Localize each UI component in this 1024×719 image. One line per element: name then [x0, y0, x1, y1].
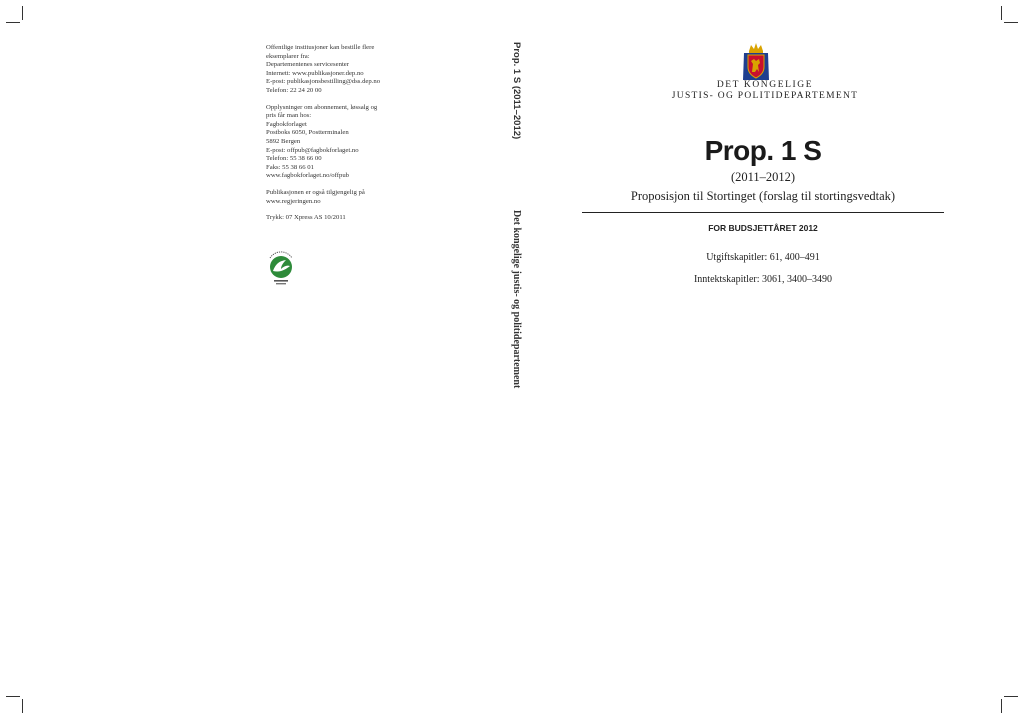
crop-mark: [1004, 22, 1018, 23]
income-chapters: Inntektskapitler: 3061, 3400–3490: [693, 274, 833, 285]
crop-mark: [6, 696, 20, 697]
proposition-title: Prop. 1 S: [704, 135, 822, 166]
subscription-info: Opplysninger om abonnement, løssalg og pris får man hos: Fagbokforlaget Postboks 6050, Postterminalen 5892 Bergen E-post: offpub@fagbokforlaget.no Telefon: 55 38 66 00 Faks: 55 38 66 01 www.fagbokforlaget.no/offpub: [266, 103, 378, 180]
nordic-swan-ecolabel-icon: [266, 249, 296, 287]
proposition-subtitle: Proposisjon til Stortinget (forslag til stortingsvedtak): [630, 189, 896, 203]
session-years: (2011–2012): [730, 170, 796, 184]
title-divider: [582, 212, 944, 213]
crop-mark: [1001, 6, 1002, 20]
crop-mark: [1001, 699, 1002, 713]
back-cover-info: [266, 44, 466, 231]
crop-mark: [6, 22, 20, 23]
norwegian-coat-of-arms-icon: [741, 42, 771, 82]
crop-mark: [1004, 696, 1018, 697]
spine-title: Prop. 1 S (2011–2012): [511, 42, 522, 140]
crop-mark: [22, 6, 23, 20]
ministry-name: DET KONGELIGE JUSTIS- OG POLITIDEPARTEMENT: [671, 80, 859, 101]
spine-ministry: Det kongelige justis- og politidepartement: [511, 210, 522, 389]
availability-info: Publikasjonen er også tilgjengelig på www.regjeringen.no: [266, 188, 365, 205]
crop-mark: [22, 699, 23, 713]
expenditure-chapters: Utgiftskapitler: 61, 400–491: [706, 252, 820, 263]
budget-year: FOR BUDSJETTÅRET 2012: [708, 223, 818, 233]
print-info: Trykk: 07 Xpress AS 10/2011: [266, 214, 346, 222]
ordering-info: Offentlige institusjoner kan bestille flere eksemplarer fra: Departementenes servicesenter Internett: www.publikasjoner.dep.no E-post: publikasjonsbestilling@dss.dep.no Telefon: 22 24 20 00: [266, 44, 381, 94]
